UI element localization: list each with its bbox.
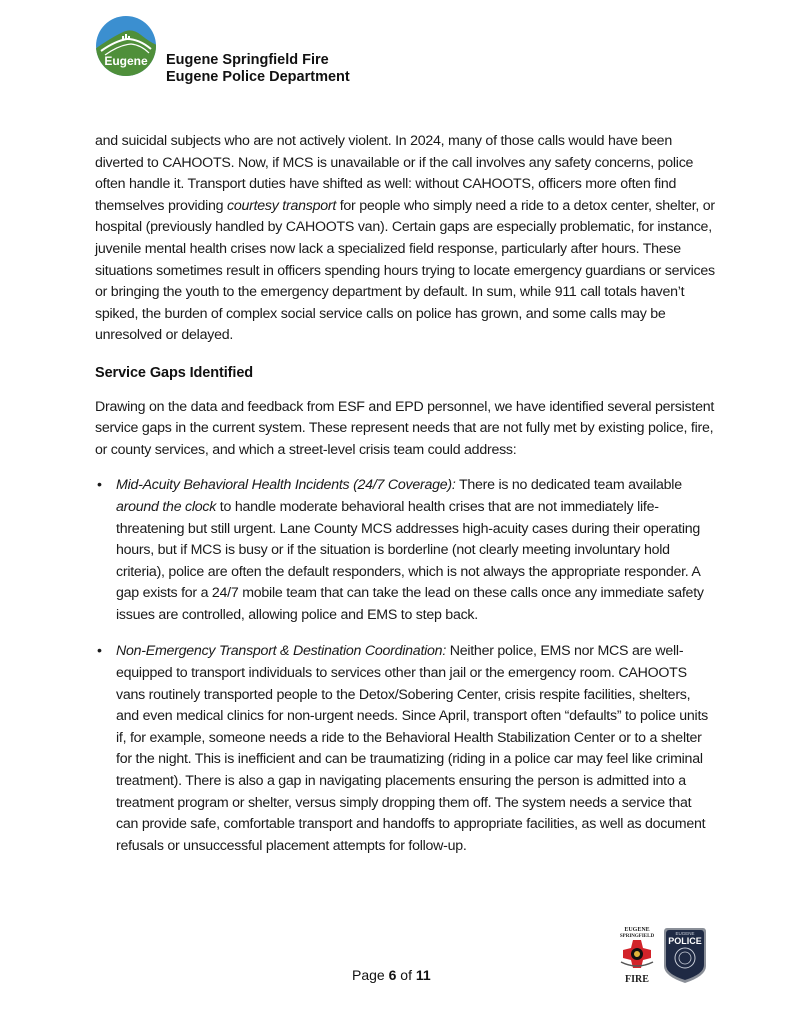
intro-paragraph: and suicidal subjects who are not actively violent. In 2024, many of those calls would have been diverted to CAHOOTS. Now, if MCS is unavailable or if the call involves any safety concerns, police often handle it. Transport duties have shifted as well: without CAHOOTS, officers more often find themselves providing courtesy transport for people who simply need a ride to a detox center, shelter, or hospital (previously handled by CAHOOTS van). Certain gaps are especially problematic, for instance, juvenile mental health crises now lack a specialized field response, particularly after hours. These situations sometimes result in officers spending hours trying to locate emergency guardians or services or bringing the youth to the emergency department by default. In sum, while 911 call totals haven’t spiked, the burden of complex social service calls on police has grown, and some calls may be unresolved or delayed. [95,133,715,344]
page-number: Page 6 of 11 [352,967,431,983]
list-item: • Non-Emergency Transport & Destination Coordination: Neither police, EMS nor MCS are well-equipped to transport individuals to services other than jail or the emergency room. CAHOOTS vans routinely transported people to the Detox/Sobering Center, crisis respite facilities, shelters, and even medical clinics for non-urgent needs. Since April, transport often “defaults” to police units if, for example, someone needs a ride to the Behavioral Health Stabilization Center or to a shelter for the night. This is inefficient and can be traumatizing (riding in a police car may feel like criminal treatment). There is also a gap in navigating placements ensuring the person is admitted into a treatment program or shelter, versus simply dropping them off. The system needs a service that can provide safe, comfortable transport and handoffs to appropriate facilities, as well as document refusals or unsuccessful placement attempts for follow-up. [97,643,708,854]
svg-text:FIRE: FIRE [625,974,649,985]
eugene-city-logo-icon [95,15,157,77]
page-header [95,15,495,85]
bullet-title: Mid-Acuity Behavioral Health Incidents (24/7 Coverage): [116,477,456,494]
police-department-badge-icon [663,926,707,984]
svg-text:EUGENE: EUGENE [624,927,650,933]
total-pages: 11 [415,967,431,983]
svg-text:POLICE: POLICE [668,936,702,946]
service-gaps-list [95,475,715,857]
svg-text:EUGENE: EUGENE [675,931,695,936]
italic-phrase: courtesy transport [226,197,337,214]
bullet-icon: • [97,477,102,494]
list-item: • Mid-Acuity Behavioral Health Incidents (24/7 Coverage): There is no dedicated team available around the clock to handle moderate behavioral health crises that are not immediately life-threatening but still urgent. Lane County MCS addresses high-acuity cases during their operating hours, but if MCS is busy or if the situation is borderline (not clearly meeting involuntary hold criteria), police are often the default responders, which is not always the appropriate responder. A gap exists for a 24/7 mobile team that can take the lead on these calls once any immediate safety issues are controlled, allowing police and EMS to step back. [97,477,704,623]
svg-text:SPRINGFIELD: SPRINGFIELD [619,934,655,939]
section-paragraph: Drawing on the data and feedback from ESF and EPD personnel, we have identified several persistent service gaps in the current system. These represent needs that are not fully met by existing police, fire, or county services, and which a street-level crisis team could address: [95,398,715,458]
bullet-icon: • [97,643,102,660]
svg-text:Eugene: Eugene [104,54,148,68]
bullet-title: Non-Emergency Transport & Destination Coordination: [116,643,447,660]
org-line-fire: Eugene Springfield Fire [166,52,329,68]
current-page: 6 [388,967,397,983]
org-line-police: Eugene Police Department [166,69,350,85]
fire-department-logo-icon [615,924,659,986]
page-body [95,131,715,872]
organization-names [166,52,350,86]
footer-logos [615,924,715,986]
section-heading: Service Gaps Identified [95,364,254,381]
